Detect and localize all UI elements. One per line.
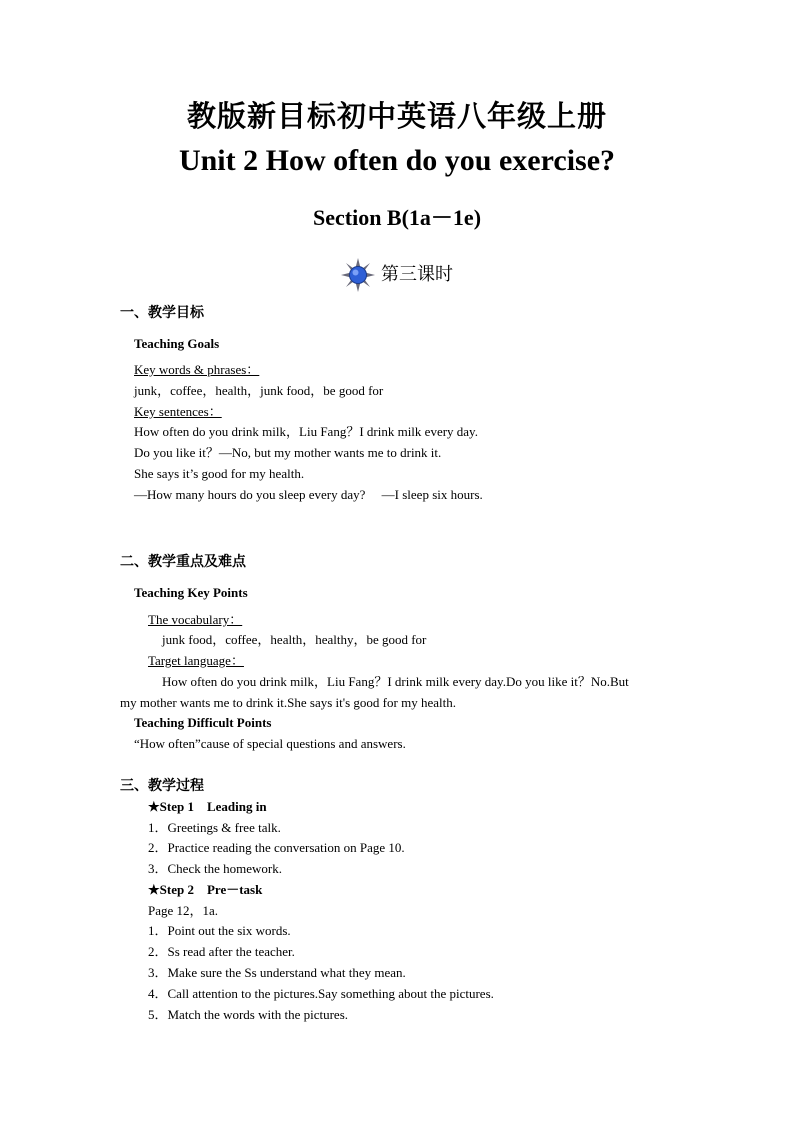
section-heading-process: 三、教学过程 (120, 778, 204, 794)
section-title: Section B(1a－1e) (312, 205, 482, 230)
key-sentence: —How many hours do you sleep every day? —I sleep six hours. (134, 487, 483, 502)
list-item: 4．Call attention to the pictures.Say something about the pictures. (148, 986, 494, 1001)
target-language-text-line2: my mother wants me to drink it.She says it's good for my health. (120, 695, 456, 710)
list-item: 2．Practice reading the conversation on Page 10. (148, 840, 405, 855)
list-item: 2．Ss read after the teacher. (148, 944, 295, 959)
vocabulary-text: junk food，coffee，health，healthy，be good for (162, 632, 427, 647)
section-heading-goals: 一、教学目标 (120, 305, 204, 321)
list-item: 5．Match the words with the pictures. (148, 1007, 349, 1022)
subheading-difficult-points: Teaching Difficult Points (134, 715, 272, 730)
lesson-label: 第三课时 (381, 264, 453, 285)
key-sentence: Do you like it？—No, but my mother wants me to drink it. (134, 445, 442, 460)
difficult-points-text: “How often”cause of special questions and answers. (134, 736, 406, 751)
subheading-teaching-goals: Teaching Goals (134, 336, 220, 351)
key-words-label: Key words & phrases： (134, 362, 260, 377)
section-heading-key-points: 二、教学重点及难点 (120, 554, 246, 570)
list-item: 1．Point out the six words. (148, 923, 291, 938)
target-language-text-line1: How often do you drink milk，Liu Fang？I drink milk every day.Do you like it？No.But (162, 674, 629, 689)
key-sentence: How often do you drink milk，Liu Fang？I drink milk every day. (134, 424, 478, 439)
document-title-chinese: 教版新目标初中英语八年级上册 (186, 99, 607, 133)
step2-title: ★Step 2 Pre－task (148, 882, 263, 897)
list-item: 1．Greetings & free talk. (148, 820, 281, 835)
subheading-teaching-key-points: Teaching Key Points (134, 585, 248, 600)
key-words-text: junk，coffee，health，junk food，be good for (134, 383, 384, 398)
sun-icon (341, 258, 375, 292)
list-item: 3．Make sure the Ss understand what they mean. (148, 965, 406, 980)
step1-title: ★Step 1 Leading in (148, 799, 267, 814)
key-sentence: She says it’s good for my health. (134, 466, 305, 481)
vocabulary-label: The vocabulary： (148, 612, 243, 627)
list-item: 3．Check the homework. (148, 861, 282, 876)
target-language-label: Target language： (148, 653, 244, 668)
step2-page-reference: Page 12，1a. (148, 903, 219, 918)
lesson-label-row (0, 258, 794, 292)
document-title-english: Unit 2 How often do you exercise? (178, 144, 616, 177)
key-sentences-label: Key sentences： (134, 404, 222, 419)
